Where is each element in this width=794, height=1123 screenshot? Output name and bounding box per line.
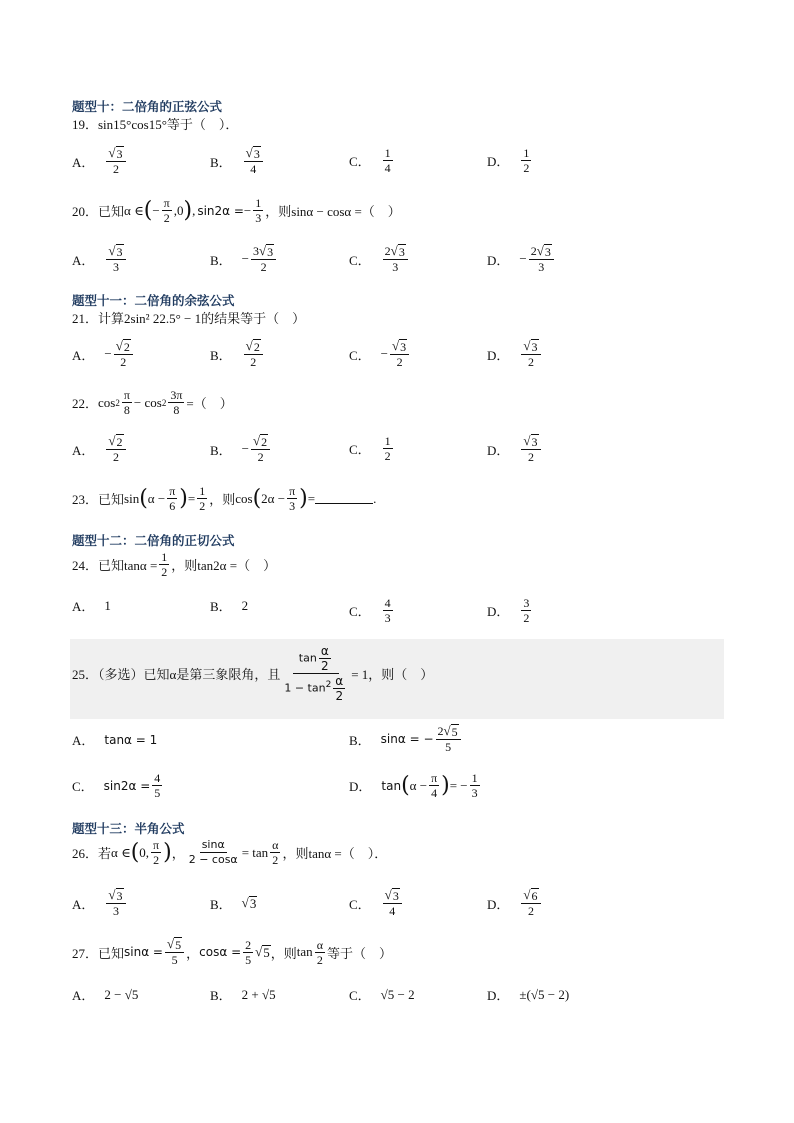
section-heading: 题型十：二倍角的正弦公式 — [72, 99, 223, 114]
option-d[interactable]: D． √ 3 2 — [487, 339, 543, 369]
option-c[interactable]: C． sin2α = $\frac{4}{5}$ — [72, 771, 161, 800]
option-a[interactable]: A． 1 — [72, 597, 111, 614]
option-d[interactable]: D． − 2 √ 3 3 — [487, 244, 556, 274]
option-c[interactable]: C． $\frac{4}{3}$ — [349, 596, 391, 625]
option-d[interactable]: D． $\frac{1}{2}$ — [487, 146, 530, 175]
option-d[interactable]: D． tan ( α − $\frac{\pi}{4}$ ) = − $\frac{1}{3}$ — [349, 771, 478, 800]
option-b[interactable]: B． √ 2 2 — [210, 339, 265, 369]
option-c[interactable]: C． − √ 3 2 — [349, 339, 411, 369]
option-a[interactable]: A． 2 − √5 — [72, 986, 139, 1003]
option-b[interactable]: B． √ 3 — [210, 895, 257, 912]
question-27: 27．已知 sinα = √ 5 5 ， cosα = $\frac{2}{5}$ √ 5 ，则 tan $\frac{\alpha}{2}$ 等于（ ） — [72, 936, 392, 967]
option-d[interactable]: D． √ 6 2 — [487, 888, 543, 918]
question-23: 23． 已知 sin ( α − $\frac{\pi}{6}$ ) = $\frac{1}{2}$ ，则 cos ( 2α − $\frac{\pi}{3}$ ) = . — [72, 484, 377, 513]
option-c[interactable]: C． $\frac{1}{4}$ — [349, 146, 391, 175]
option-c[interactable]: C． 2 √ 3 3 — [349, 244, 410, 274]
option-a[interactable]: A． √ 3 3 — [72, 244, 128, 274]
option-c[interactable]: C． $\frac{1}{2}$ — [349, 434, 391, 463]
option-a[interactable]: A． √ 3 2 — [72, 146, 128, 176]
option-b[interactable]: B． sinα = − 2 √ 5 5 — [349, 724, 463, 754]
question-22: 22． cos 2 $\frac{\pi}{8}$ − cos 2 $\frac{3\pi}{8}$ =（ ） — [72, 388, 233, 417]
answer-blank[interactable] — [315, 493, 373, 504]
option-d[interactable]: D． √ 3 2 — [487, 434, 543, 464]
option-b[interactable]: B． 2 — [210, 597, 249, 614]
option-b[interactable]: B． − √ 2 2 — [210, 434, 272, 464]
option-label: B． — [210, 154, 232, 170]
option-a[interactable]: A． √ 2 2 — [72, 434, 128, 464]
section-heading: 题型十二：二倍角的正切公式 — [72, 533, 235, 548]
option-a[interactable]: A． √ 3 3 — [72, 888, 128, 918]
option-label: A． — [72, 154, 95, 170]
option-d[interactable]: D． ±(√5 − 2) — [487, 986, 570, 1003]
section-heading: 题型十三：半角公式 — [72, 821, 185, 836]
option-a[interactable]: A． tanα = 1 — [72, 732, 158, 748]
section-heading: 题型十一：二倍角的余弦公式 — [72, 293, 235, 308]
question-25: 25．（多选）已知 α是第三象限角，且 tan $\frac{\alpha}{2}$ $1 - \tan^2$ $\frac{\alpha}{2}$ = 1，则（ ） — [72, 644, 434, 703]
option-label: C． — [349, 154, 371, 169]
question-24: 24． 已知tanα = $\frac{1}{2}$ ，则tan2α =（ ） — [72, 550, 277, 579]
option-b[interactable]: B． 2 + √5 — [210, 986, 276, 1003]
option-c[interactable]: C． √5 − 2 — [349, 986, 415, 1003]
question-20: 20． 已知 α ∈ ( − $\frac{\pi}{2}$ ,0 ) , sin2α = − $\frac{1}{3}$ ，则sinα − cosα =（ ） — [72, 196, 401, 225]
option-c[interactable]: C． √ 3 4 — [349, 888, 404, 918]
question-19: 19．sin15°cos15°等于（ ）． — [72, 117, 239, 132]
option-b[interactable]: B． − 3 √ 3 2 — [210, 244, 278, 274]
option-label: D． — [487, 154, 510, 169]
question-26: 26．若 α ∈ ( 0, $\frac{\pi}{2}$ ) ， $\frac{\sin\alpha}{2 - \cos\alpha}$ = tan $\frac{\alpha}{2}$ ，则tanα =（ ）． — [72, 838, 388, 867]
option-a[interactable]: A． − √ 2 2 — [72, 339, 135, 369]
question-21: 21．计算2sin² 22.5° − 1的结果等于（ ） — [72, 311, 306, 326]
option-d[interactable]: D． $\frac{3}{2}$ — [487, 596, 530, 625]
option-b[interactable]: B． √ 3 4 — [210, 146, 265, 176]
